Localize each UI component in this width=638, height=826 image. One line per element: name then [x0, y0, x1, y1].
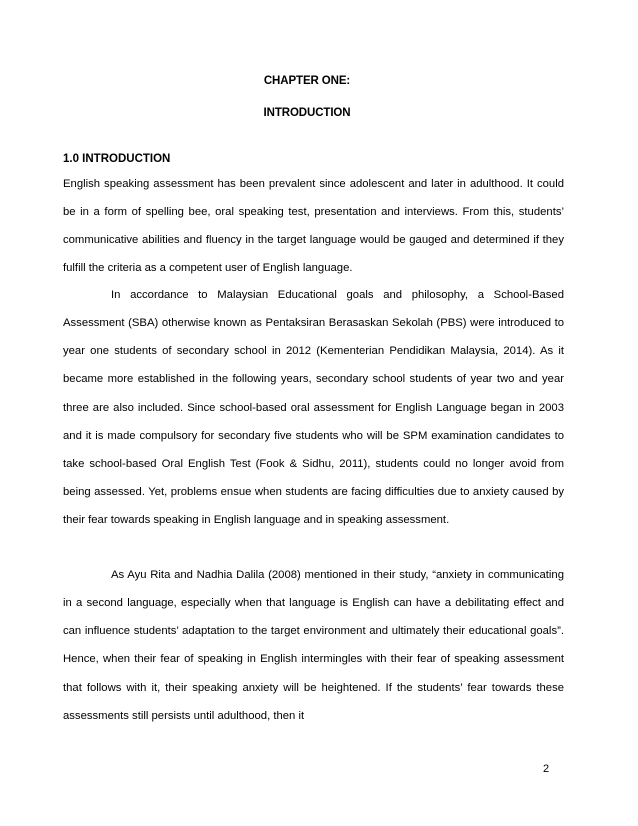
paragraph-3: As Ayu Rita and Nadhia Dalila (2008) mentioned in their study, “anxiety in communicating in a second language, especially when that language is English can have a debilitating effect and can influence students’ adaptation to the target environment and ultimately their educational goals”. Hence, when their fear of speaking in English intermingles with their fear of speaking assessment that follows with it, their speaking anxiety will be heightened. If the students’ fear towards these assessments still persists until adulthood, then it [63, 569, 564, 722]
page-number: 2 [543, 763, 550, 775]
paragraph-2: In accordance to Malaysian Educational goals and philosophy, a School-Based Assessment (SBA) otherwise known as Pentaksiran Berasaskan Sekolah (PBS) were introduced to year one students of secondary school in 2012 (Kementerian Pendidikan Malaysia, 2014). As it became more established in the following years, secondary school students of year two and year three are also included. Since school-based oral assessment for English Language began in 2003 and it is made compulsory for secondary five students who will be SPM examination candidates to take school-based Oral English Test (Fook & Sidhu, 2011), students could no longer avoid from being assessed. Yet, problems ensue when students are facing difficulties due to anxiety caused by their fear towards speaking in English language and in speaking assessment. [63, 289, 564, 527]
paragraph-1: English speaking assessment has been prevalent since adolescent and later in adulthood. It could be in a form of spelling bee, oral speaking test, presentation and interviews. From this, students’ communicative abilities and fluency in the target language would be gauged and determined if they fulfill the criteria as a competent user of English language. [63, 178, 564, 275]
section-heading: 1.0 INTRODUCTION [63, 153, 171, 165]
chapter-title: INTRODUCTION [263, 107, 351, 119]
chapter-heading: CHAPTER ONE: [263, 75, 351, 87]
